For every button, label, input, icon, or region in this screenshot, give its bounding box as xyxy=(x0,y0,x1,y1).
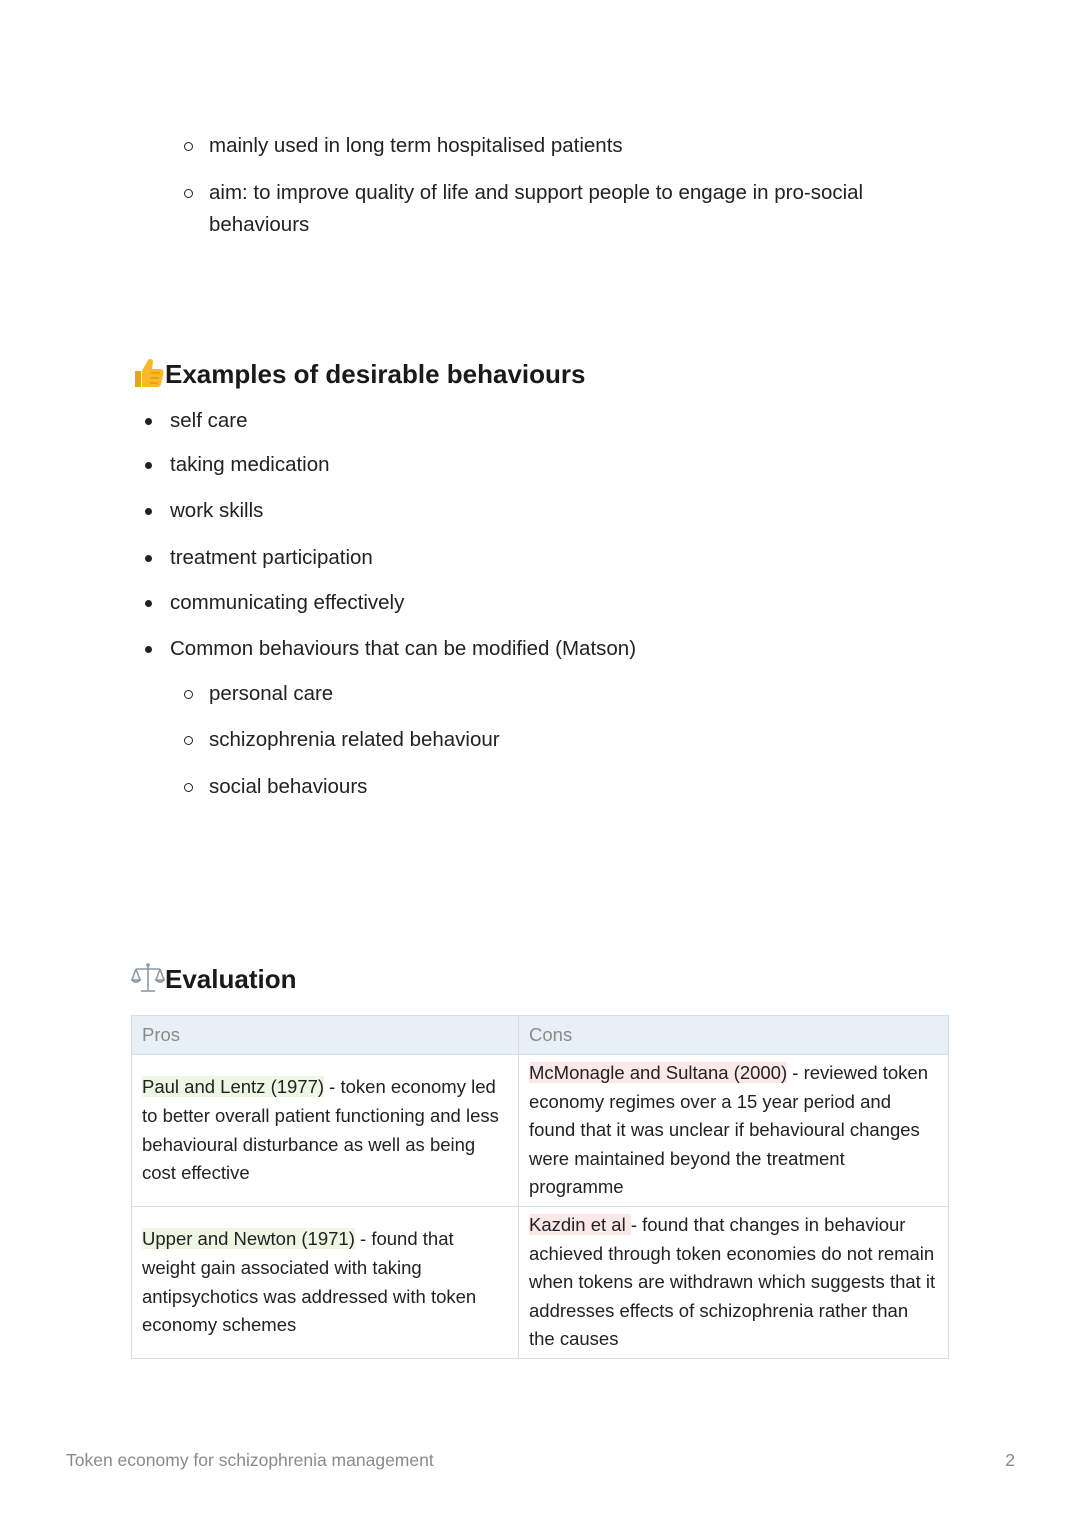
sub-list-item: schizophrenia related behaviour xyxy=(209,728,500,751)
bullet-icon xyxy=(145,508,152,515)
citation: Upper and Newton (1971) xyxy=(142,1228,355,1250)
bullet-icon xyxy=(145,555,152,562)
citation: Kazdin et al xyxy=(529,1214,631,1236)
cons-cell xyxy=(519,1207,949,1359)
table-header-row xyxy=(132,1016,949,1055)
intro-item: mainly used in long term hospitalised patients xyxy=(209,134,623,157)
hollow-bullet-icon xyxy=(184,783,193,792)
citation: Paul and Lentz (1977) xyxy=(142,1076,325,1098)
examples-heading xyxy=(131,358,586,390)
list-item: self care xyxy=(170,409,248,432)
list-item: taking medication xyxy=(170,453,330,476)
pros-cell xyxy=(132,1055,519,1207)
thumbs-up-icon xyxy=(131,356,165,390)
evaluation-heading-text: Evaluation xyxy=(165,964,297,994)
citation: McMonagle and Sultana (2000) xyxy=(529,1062,788,1084)
pros-column-header: Pros xyxy=(132,1016,519,1055)
footer-title: Token economy for schizophrenia management xyxy=(66,1450,434,1470)
cell-text: - token economy led to better overall patient functioning and less behavioural disturbance as well as being cost effective xyxy=(142,1076,499,1184)
bullet-icon xyxy=(145,418,152,425)
sub-list-item: social behaviours xyxy=(209,775,368,798)
evaluation-table xyxy=(131,1015,949,1359)
hollow-bullet-icon xyxy=(184,690,193,699)
intro-item: aim: to improve quality of life and support people to engage in pro-social behaviours xyxy=(209,181,864,236)
bullet-icon xyxy=(145,600,152,607)
cons-cell xyxy=(519,1055,949,1207)
list-item: communicating effectively xyxy=(170,591,405,614)
examples-heading-text: Examples of desirable behaviours xyxy=(165,359,586,389)
cons-column-header: Cons xyxy=(519,1016,949,1055)
cell-text: - found that weight gain associated with taking antipsychotics was addressed with token economy schemes xyxy=(142,1228,477,1336)
hollow-bullet-icon xyxy=(184,189,193,198)
bullet-icon xyxy=(145,462,152,469)
sub-list-item: personal care xyxy=(209,682,334,705)
cell-text: - found that changes in behaviour achieved through token economies do not remain when tokens are withdrawn which suggests that it addresses effects of schizophrenia rather than the causes xyxy=(529,1214,936,1350)
hollow-bullet-icon xyxy=(184,736,193,745)
balance-scale-icon xyxy=(131,961,165,995)
list-item: treatment participation xyxy=(170,546,373,569)
list-item: work skills xyxy=(170,499,264,522)
bullet-icon xyxy=(145,646,152,653)
list-item: Common behaviours that can be modified (Matson) xyxy=(170,637,637,660)
cell-text: - reviewed token economy regimes over a 15 year period and found that it was unclear if behavioural changes were maintained beyond the treatment programme xyxy=(529,1062,929,1198)
page-number: 2 xyxy=(1005,1450,1015,1470)
table-row xyxy=(132,1055,949,1207)
evaluation-heading xyxy=(131,963,296,995)
pros-cell xyxy=(132,1207,519,1359)
hollow-bullet-icon xyxy=(184,142,193,151)
table-row xyxy=(132,1207,949,1359)
